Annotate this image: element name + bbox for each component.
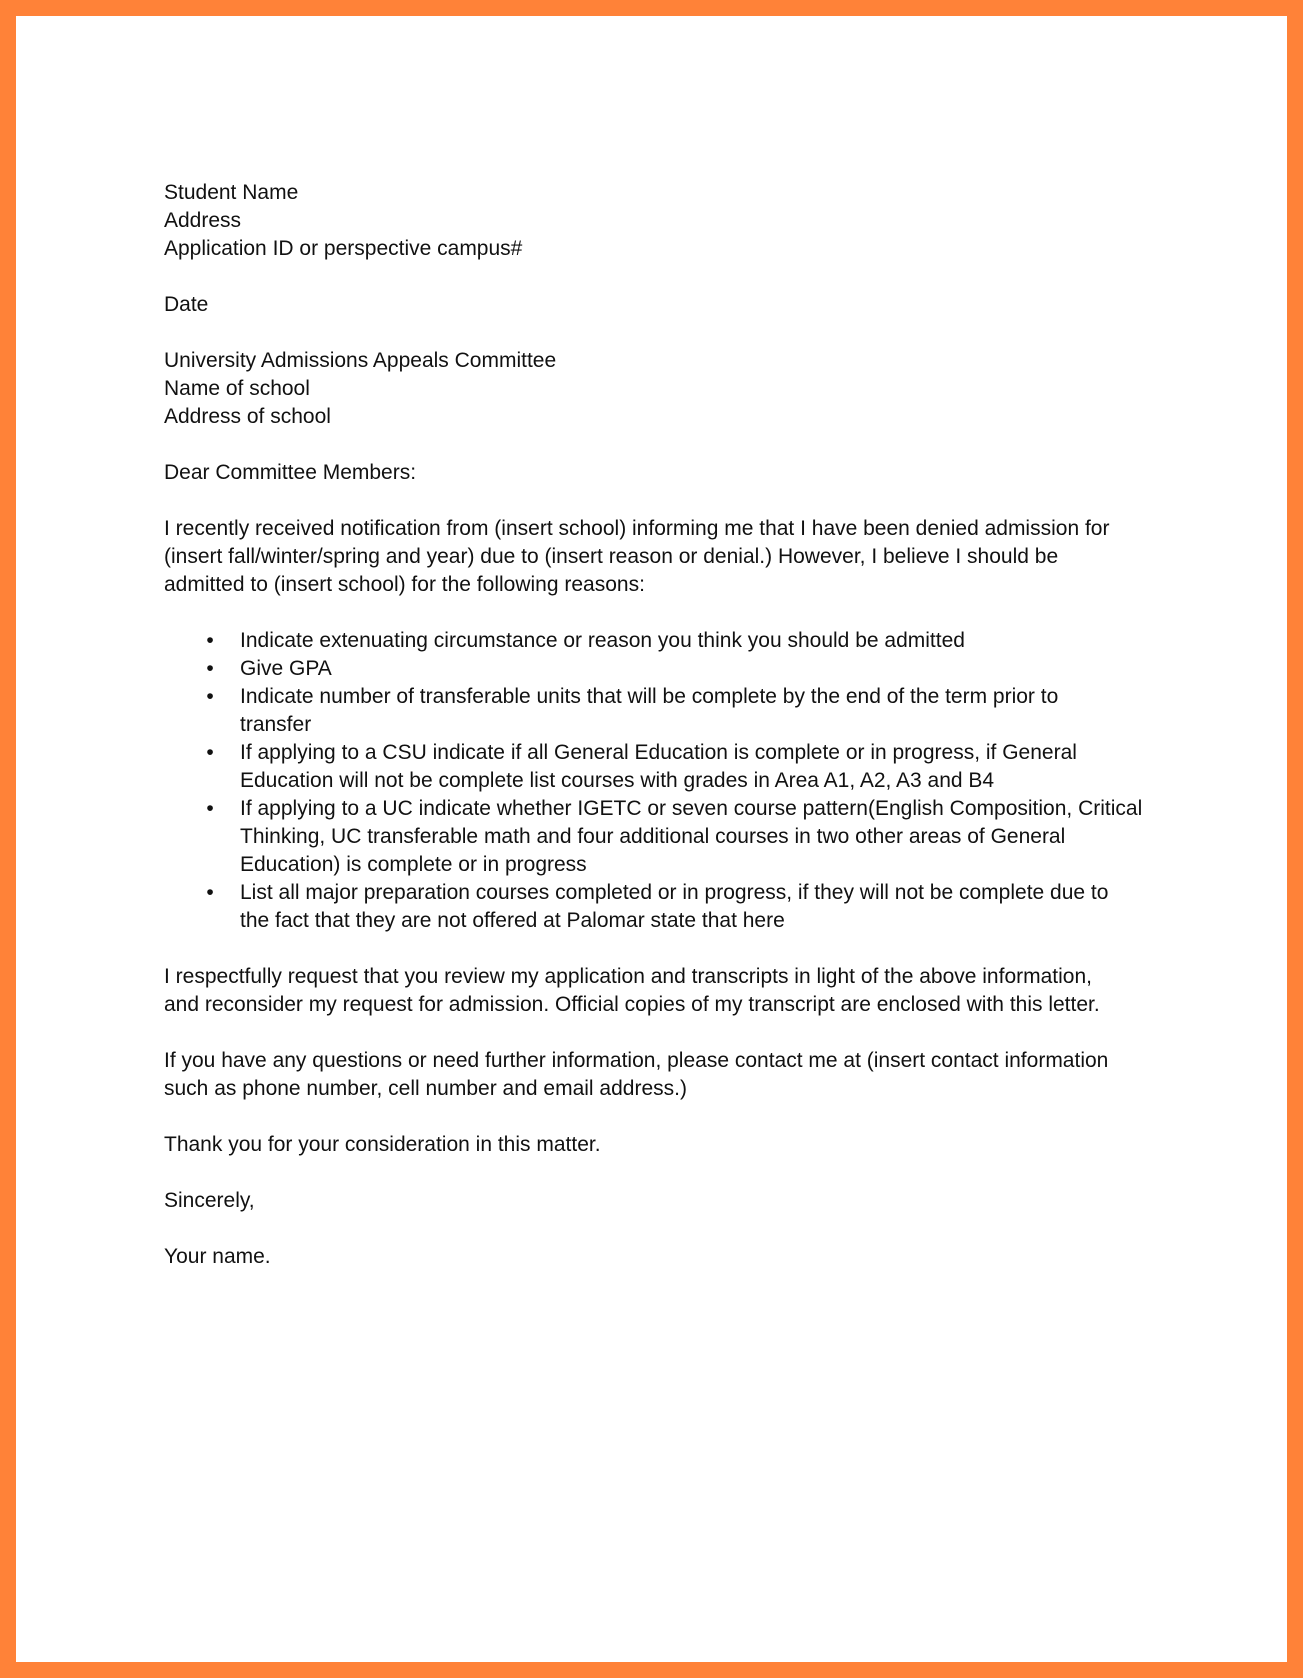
list-item-text: Education will not be complete list courses with grades in Area A1, A2, A3 and B4 xyxy=(240,769,995,792)
letter-date: Date xyxy=(164,293,209,316)
contact-line: If you have any questions or need further information, please contact me at (insert contact information xyxy=(164,1049,1109,1072)
intro-line: (insert fall/winter/spring and year) due to (insert reason or denial.) However, I believe I should be xyxy=(164,545,1059,568)
thanks-line: Thank you for your consideration in this matter. xyxy=(164,1133,601,1156)
list-item-text: If applying to a UC indicate whether IGETC or seven course pattern(English Composition, Critical xyxy=(240,797,1143,820)
sender-name: Student Name xyxy=(164,181,299,204)
list-item-text: Education) is complete or in progress xyxy=(240,853,587,876)
list-item xyxy=(164,683,1144,739)
recipient-school-name: Name of school xyxy=(164,377,310,400)
list-item xyxy=(164,627,1144,655)
list-item xyxy=(164,739,1144,795)
letter-body xyxy=(164,179,1144,1271)
recipient-school-address: Address of school xyxy=(164,405,331,428)
salutation: Dear Committee Members: xyxy=(164,461,417,484)
reasons-list xyxy=(164,627,1144,935)
list-item-text: transfer xyxy=(240,713,312,736)
list-item-text: If applying to a CSU indicate if all General Education is complete or in progress, if General xyxy=(240,741,1077,764)
contact-paragraph xyxy=(164,1047,1144,1103)
bullet-icon: • xyxy=(206,797,214,820)
list-item-text: List all major preparation courses completed or in progress, if they will not be complete due to xyxy=(240,881,1109,904)
list-item-text: Give GPA xyxy=(240,657,332,680)
list-item-text: Thinking, UC transferable math and four additional courses in two other areas of General xyxy=(240,825,1066,848)
sender-address: Address xyxy=(164,209,242,232)
bullet-icon: • xyxy=(206,629,214,652)
closing: Sincerely, xyxy=(164,1189,255,1212)
contact-line: such as phone number, cell number and email address.) xyxy=(164,1077,687,1100)
list-item-text: Indicate extenuating circumstance or reason you think you should be admitted xyxy=(240,629,965,652)
request-line: I respectfully request that you review my application and transcripts in light of the above information, xyxy=(164,965,1092,988)
request-paragraph xyxy=(164,963,1144,1019)
bullet-icon: • xyxy=(206,685,214,708)
signature: Your name. xyxy=(164,1245,271,1268)
sender-application-id: Application ID or perspective campus# xyxy=(164,237,523,260)
document-page xyxy=(16,16,1287,1662)
recipient-committee: University Admissions Appeals Committee xyxy=(164,349,557,372)
list-item xyxy=(164,655,1144,683)
bullet-icon: • xyxy=(206,741,214,764)
bullet-icon: • xyxy=(206,881,214,904)
bullet-icon: • xyxy=(206,657,214,680)
list-item xyxy=(164,879,1144,935)
intro-paragraph xyxy=(164,515,1144,599)
list-item-text: the fact that they are not offered at Palomar state that here xyxy=(240,909,785,932)
intro-line: I recently received notification from (insert school) informing me that I have been denied admission for xyxy=(164,517,1110,540)
list-item-text: Indicate number of transferable units that will be complete by the end of the term prior to xyxy=(240,685,1059,708)
list-item xyxy=(164,795,1144,879)
request-line: and reconsider my request for admission. Official copies of my transcript are enclosed with this letter. xyxy=(164,993,1100,1016)
intro-line: admitted to (insert school) for the following reasons: xyxy=(164,573,645,596)
